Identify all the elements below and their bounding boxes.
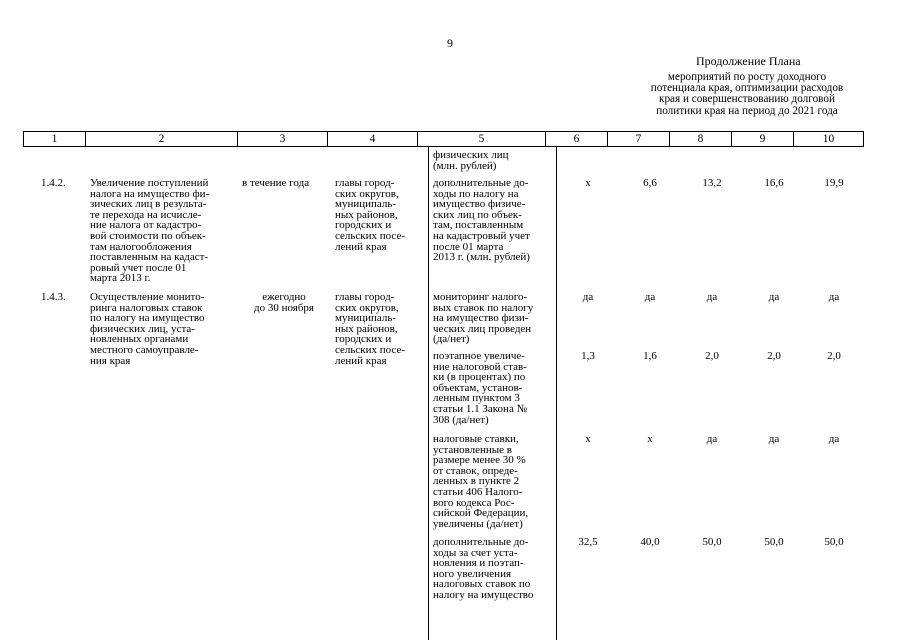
indicator-text: дополнительные до- ходы за счет уста- новления и поэтап- ного увеличения налоговых ставок по налогу на имущество xyxy=(433,536,534,601)
value-cell: 50,0 xyxy=(824,536,844,548)
value-cell: да xyxy=(644,291,656,303)
column-divider xyxy=(556,146,557,640)
plan-title-line: края и совершенствованию долговой xyxy=(659,93,835,106)
column-divider xyxy=(428,146,429,640)
plan-title-line: мероприятий по росту доходного xyxy=(667,71,827,83)
value-cell: 2,0 xyxy=(827,350,841,362)
row-number: 1.4.3. xyxy=(41,291,66,303)
term-text: в течение года xyxy=(242,177,310,189)
value-cell: 13,2 xyxy=(702,177,722,189)
column-number-header xyxy=(23,131,864,147)
plan-title-line: политики края на период до 2021 года xyxy=(656,104,838,117)
column-number: 7 xyxy=(608,132,670,147)
executors-text: главы город- ских округов, муниципаль- ных районов, городских и сельских посе- лений края xyxy=(335,177,405,253)
value-cell: 50,0 xyxy=(764,536,784,548)
value-cell: да xyxy=(768,291,780,303)
value-cell: 40,0 xyxy=(640,536,660,548)
indicator-text: поэтапное увеличе- ние налоговой став- ки (в процентах) по объектам, установ- ленным пунктом 3 статьи 1.1 Закона № 308 (да/нет) xyxy=(433,350,528,426)
value-cell: 32,5 xyxy=(578,536,598,548)
column-number: 4 xyxy=(328,132,418,147)
column-number: 9 xyxy=(732,132,794,147)
page-number: 9 xyxy=(447,36,453,50)
continuation-label: Продолжение Плана xyxy=(696,54,801,68)
column-number: 5 xyxy=(418,132,546,147)
value-cell: да xyxy=(828,291,840,303)
indicator-text: мониторинг налого- вых ставок по налогу на имущество физи- ческих лиц проведен (да/нет) xyxy=(433,291,534,346)
value-cell: да xyxy=(768,433,780,445)
value-cell: 2,0 xyxy=(705,350,719,362)
value-cell: да xyxy=(828,433,840,445)
column-number: 8 xyxy=(670,132,732,147)
plan-title xyxy=(631,72,863,117)
column-number: 6 xyxy=(546,132,608,147)
value-cell: х xyxy=(585,177,591,189)
row-number: 1.4.2. xyxy=(41,177,66,189)
value-cell: да xyxy=(706,433,718,445)
value-cell: 50,0 xyxy=(702,536,722,548)
value-cell: х xyxy=(585,433,591,445)
column-number: 3 xyxy=(238,132,328,147)
column-number: 2 xyxy=(86,132,238,147)
value-cell: 16,6 xyxy=(764,177,784,189)
executors-text: главы город- ских округов, муниципаль- ных районов, городских и сельских посе- лений края xyxy=(335,291,405,367)
indicator-text: налоговые ставки, установленные в размере менее 30 % от ставок, опреде- ленных в пункте 2 статьи 406 Налого- вого кодекса Рос- сийской Федерации, увеличены (да/нет) xyxy=(433,433,529,530)
value-cell: 2,0 xyxy=(767,350,781,362)
column-number: 1 xyxy=(24,132,86,147)
measure-text: Увеличение поступлений налога на имущество фи- зических лиц в результа- те перехода на исчисле- ние налога от кадастро- вой стоимости по объек- там налогообложения поставленным на кадаст- ровый учет после 01 марта 2013 г. xyxy=(90,177,210,285)
value-cell: 1,3 xyxy=(581,350,595,362)
value-cell: 6,6 xyxy=(643,177,657,189)
term-text: ежегодно до 30 ноября xyxy=(254,291,314,314)
indicator-text: дополнительные до- ходы по налогу на имущество физиче- ских лиц по объек- там, поставленным на кадастровый учет после 01 марта 2013 г. (млн. рублей) xyxy=(433,177,530,264)
value-cell: 19,9 xyxy=(824,177,844,189)
value-cell: да xyxy=(582,291,594,303)
value-cell: х xyxy=(647,433,653,445)
plan-title-line: потенциала края, оптимизации расходов xyxy=(650,82,844,95)
measure-text: Осуществление монито- ринга налоговых ставок по налогу на имущество физических лиц, уста- новленных органами местного самоуправле- ния края xyxy=(90,291,205,367)
value-cell: да xyxy=(706,291,718,303)
value-cell: 1,6 xyxy=(643,350,657,362)
carryover-indicator: физических лиц (млн. рублей) xyxy=(433,149,509,172)
column-number: 10 xyxy=(794,132,864,147)
